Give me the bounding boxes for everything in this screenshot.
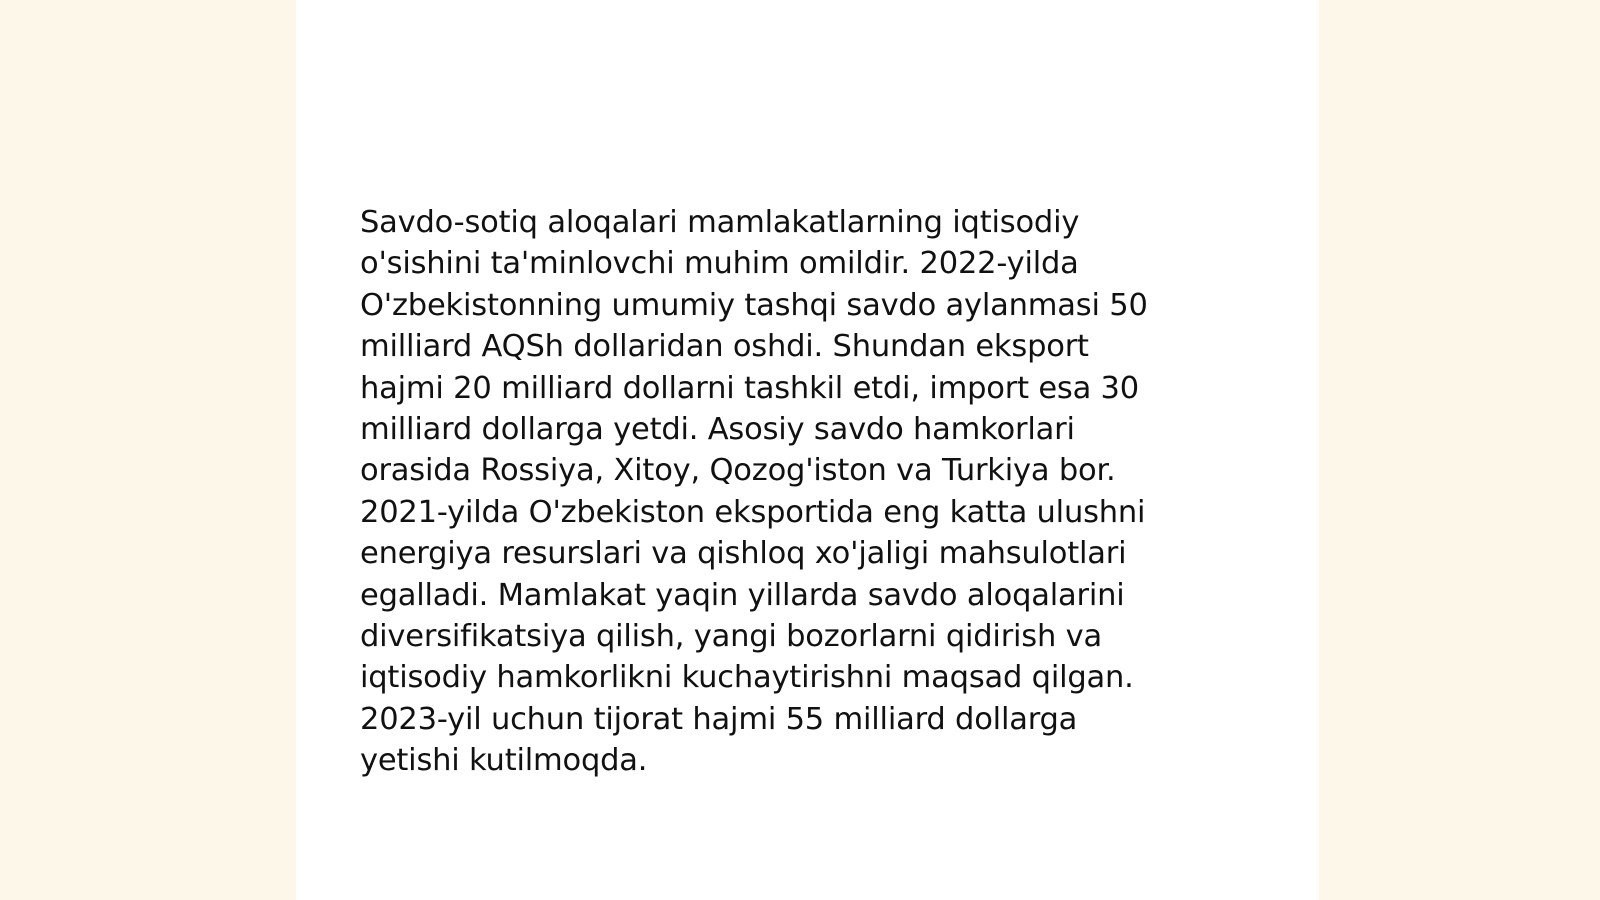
paragraph-line-8: 2021-yilda O'zbekiston eksportida eng katta ulushni: [360, 494, 1146, 530]
document-page: [296, 0, 1319, 900]
paragraph-line-3: O'zbekistonning umumiy tashqi savdo aylanmasi 50: [360, 287, 1148, 323]
paragraph-line-13: 2023-yil uchun tijorat hajmi 55 milliard dollarga: [360, 701, 1078, 737]
paragraph-line-5: hajmi 20 milliard dollarni tashkil etdi, import esa 30: [360, 370, 1139, 406]
paragraph-line-4: milliard AQSh dollaridan oshdi. Shundan eksport: [360, 329, 1089, 365]
paragraph-line-10: egalladi. Mamlakat yaqin yillarda savdo aloqalarini: [360, 577, 1125, 613]
body-paragraph: [360, 202, 1260, 782]
paragraph-line-9: energiya resurslari va qishloq xo'jaligi mahsulotlari: [360, 536, 1127, 572]
paragraph-line-11: diversifikatsiya qilish, yangi bozorlarni qidirish va: [360, 619, 1102, 655]
paragraph-line-7: orasida Rossiya, Xitoy, Qozog'iston va Turkiya bor.: [360, 453, 1116, 489]
paragraph-line-2: o'sishini ta'minlovchi muhim omildir. 2022-yilda: [360, 246, 1079, 282]
paragraph-line-14: yetishi kutilmoqda.: [360, 743, 648, 779]
paragraph-line-1: Savdo-sotiq aloqalari mamlakatlarning iqtisodiy: [360, 205, 1080, 240]
paragraph-line-6: milliard dollarga yetdi. Asosiy savdo hamkorlari: [360, 412, 1075, 448]
paragraph-line-12: iqtisodiy hamkorlikni kuchaytirishni maqsad qilgan.: [360, 660, 1134, 696]
